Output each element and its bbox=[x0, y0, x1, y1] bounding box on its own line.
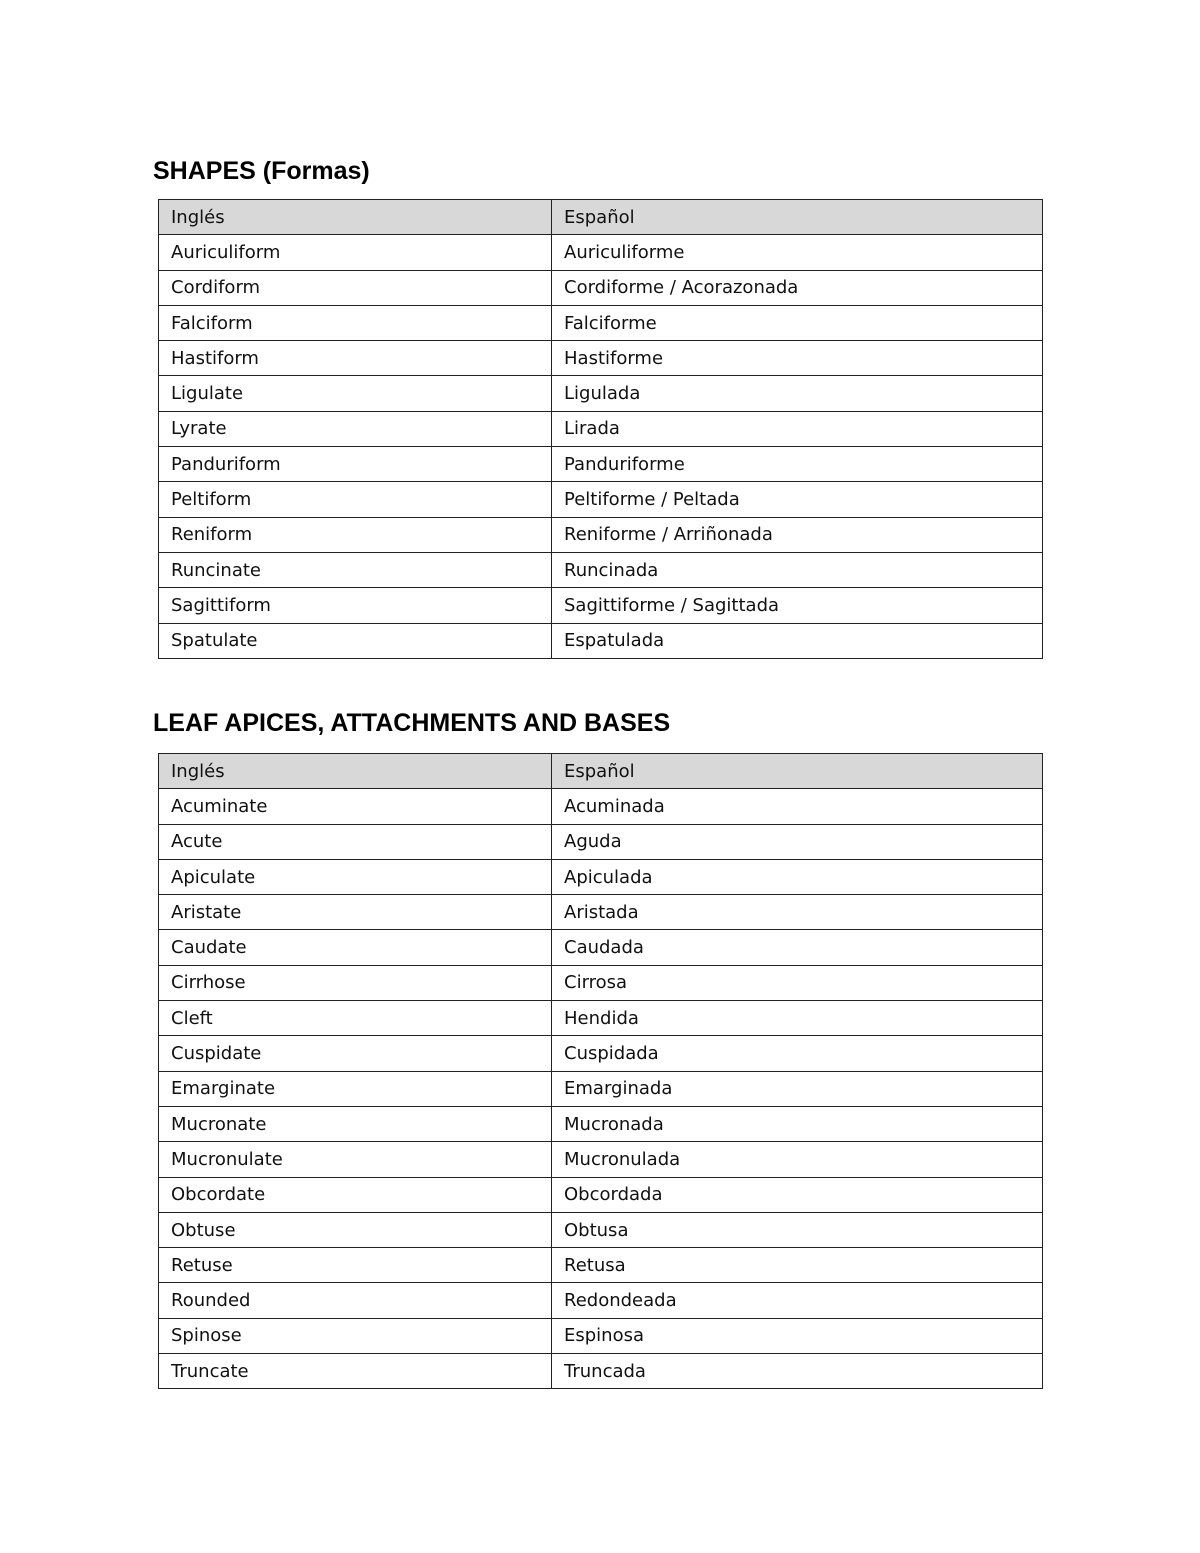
spanish-term-cell: Cordiforme / Acorazonada bbox=[552, 270, 1043, 305]
table-row bbox=[159, 1036, 1043, 1071]
spanish-term-cell: Hastiforme bbox=[552, 341, 1043, 376]
english-term-cell: Cleft bbox=[159, 1001, 552, 1036]
english-term-cell: Obcordate bbox=[159, 1177, 552, 1212]
table-row bbox=[159, 623, 1043, 658]
table-row bbox=[159, 1318, 1043, 1353]
table-row bbox=[159, 1106, 1043, 1141]
english-term-cell: Auriculiform bbox=[159, 235, 552, 270]
spanish-term-cell: Auriculiforme bbox=[552, 235, 1043, 270]
table-header-row bbox=[159, 754, 1043, 789]
table-row bbox=[159, 447, 1043, 482]
table-row bbox=[159, 1212, 1043, 1247]
table-row bbox=[159, 789, 1043, 824]
spanish-term-cell: Aristada bbox=[552, 895, 1043, 930]
spanish-term-cell: Emarginada bbox=[552, 1071, 1043, 1106]
table-row bbox=[159, 1177, 1043, 1212]
table-row bbox=[159, 1248, 1043, 1283]
english-term-cell: Ligulate bbox=[159, 376, 552, 411]
spanish-term-cell: Lirada bbox=[552, 411, 1043, 446]
english-term-cell: Cirrhose bbox=[159, 965, 552, 1000]
leaf-apices-table bbox=[158, 753, 1043, 1389]
table-row bbox=[159, 588, 1043, 623]
english-term-cell: Cordiform bbox=[159, 270, 552, 305]
table-row bbox=[159, 305, 1043, 340]
english-term-cell: Truncate bbox=[159, 1354, 552, 1389]
english-term-cell: Acuminate bbox=[159, 789, 552, 824]
spanish-term-cell: Cirrosa bbox=[552, 965, 1043, 1000]
spanish-term-cell: Retusa bbox=[552, 1248, 1043, 1283]
english-term-cell: Panduriform bbox=[159, 447, 552, 482]
table-row bbox=[159, 1001, 1043, 1036]
spanish-term-cell: Aguda bbox=[552, 824, 1043, 859]
shapes-table bbox=[158, 199, 1043, 659]
header-spanish: Español bbox=[552, 754, 1043, 789]
english-term-cell: Lyrate bbox=[159, 411, 552, 446]
spanish-term-cell: Sagittiforme / Sagittada bbox=[552, 588, 1043, 623]
table-row bbox=[159, 376, 1043, 411]
spanish-term-cell: Ligulada bbox=[552, 376, 1043, 411]
table-row bbox=[159, 1071, 1043, 1106]
spanish-term-cell: Mucronulada bbox=[552, 1142, 1043, 1177]
english-term-cell: Retuse bbox=[159, 1248, 552, 1283]
section-title-leaf-apices: LEAF APICES, ATTACHMENTS AND BASES bbox=[153, 709, 671, 737]
english-term-cell: Aristate bbox=[159, 895, 552, 930]
table-body bbox=[159, 789, 1043, 1389]
english-term-cell: Spatulate bbox=[159, 623, 552, 658]
section-title-shapes: SHAPES (Formas) bbox=[153, 157, 370, 185]
spanish-term-cell: Redondeada bbox=[552, 1283, 1043, 1318]
spanish-term-cell: Truncada bbox=[552, 1354, 1043, 1389]
spanish-term-cell: Panduriforme bbox=[552, 447, 1043, 482]
english-term-cell: Mucronulate bbox=[159, 1142, 552, 1177]
english-term-cell: Falciform bbox=[159, 305, 552, 340]
spanish-term-cell: Hendida bbox=[552, 1001, 1043, 1036]
english-term-cell: Spinose bbox=[159, 1318, 552, 1353]
spanish-term-cell: Reniforme / Arriñonada bbox=[552, 517, 1043, 552]
spanish-term-cell: Runcinada bbox=[552, 552, 1043, 587]
table-row bbox=[159, 341, 1043, 376]
english-term-cell: Hastiform bbox=[159, 341, 552, 376]
english-term-cell: Rounded bbox=[159, 1283, 552, 1318]
english-term-cell: Obtuse bbox=[159, 1212, 552, 1247]
table-row bbox=[159, 1354, 1043, 1389]
spanish-term-cell: Mucronada bbox=[552, 1106, 1043, 1141]
table-header-row bbox=[159, 200, 1043, 235]
header-spanish: Español bbox=[552, 200, 1043, 235]
english-term-cell: Mucronate bbox=[159, 1106, 552, 1141]
english-term-cell: Peltiform bbox=[159, 482, 552, 517]
spanish-term-cell: Espinosa bbox=[552, 1318, 1043, 1353]
table-row bbox=[159, 824, 1043, 859]
table-row bbox=[159, 930, 1043, 965]
table-row bbox=[159, 859, 1043, 894]
english-term-cell: Caudate bbox=[159, 930, 552, 965]
english-term-cell: Emarginate bbox=[159, 1071, 552, 1106]
table-row bbox=[159, 411, 1043, 446]
table-row bbox=[159, 1283, 1043, 1318]
table-row bbox=[159, 895, 1043, 930]
spanish-term-cell: Obcordada bbox=[552, 1177, 1043, 1212]
table-body bbox=[159, 235, 1043, 659]
spanish-term-cell: Cuspidada bbox=[552, 1036, 1043, 1071]
english-term-cell: Cuspidate bbox=[159, 1036, 552, 1071]
english-term-cell: Acute bbox=[159, 824, 552, 859]
spanish-term-cell: Acuminada bbox=[552, 789, 1043, 824]
header-english: Inglés bbox=[159, 200, 552, 235]
english-term-cell: Sagittiform bbox=[159, 588, 552, 623]
header-english: Inglés bbox=[159, 754, 552, 789]
spanish-term-cell: Apiculada bbox=[552, 859, 1043, 894]
table-row bbox=[159, 270, 1043, 305]
table-row bbox=[159, 552, 1043, 587]
english-term-cell: Apiculate bbox=[159, 859, 552, 894]
spanish-term-cell: Obtusa bbox=[552, 1212, 1043, 1247]
spanish-term-cell: Espatulada bbox=[552, 623, 1043, 658]
table-row bbox=[159, 965, 1043, 1000]
english-term-cell: Runcinate bbox=[159, 552, 552, 587]
spanish-term-cell: Caudada bbox=[552, 930, 1043, 965]
spanish-term-cell: Falciforme bbox=[552, 305, 1043, 340]
table-row bbox=[159, 1142, 1043, 1177]
english-term-cell: Reniform bbox=[159, 517, 552, 552]
spanish-term-cell: Peltiforme / Peltada bbox=[552, 482, 1043, 517]
table-row bbox=[159, 517, 1043, 552]
table-row bbox=[159, 235, 1043, 270]
table-row bbox=[159, 482, 1043, 517]
